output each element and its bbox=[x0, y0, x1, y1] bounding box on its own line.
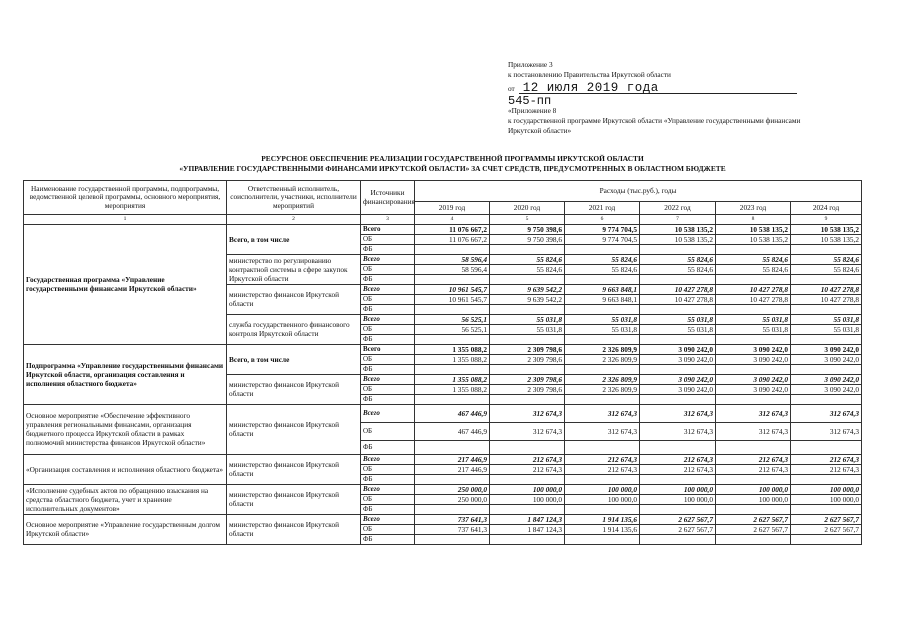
expense-value-cell: 10 427 278,8 bbox=[791, 284, 862, 294]
expense-value-cell: 212 674,3 bbox=[490, 454, 565, 464]
expense-value-cell: 217 446,9 bbox=[415, 464, 490, 474]
expense-value-cell: 55 824,6 bbox=[640, 254, 716, 264]
expense-value-cell: 55 031,8 bbox=[565, 324, 640, 334]
program-name-cell: Государственная программа «Управление государственными финансами Иркутской области» bbox=[24, 224, 227, 344]
expense-value-cell bbox=[565, 534, 640, 544]
expense-value-cell: 55 824,6 bbox=[791, 254, 862, 264]
expense-value-cell bbox=[415, 394, 490, 404]
expense-value-cell: 212 674,3 bbox=[490, 464, 565, 474]
expense-value-cell: 312 674,3 bbox=[716, 404, 791, 422]
table-row bbox=[24, 514, 862, 524]
executor-cell: министерство финансов Иркутской области bbox=[227, 404, 361, 454]
executor-cell: Всего, в том числе bbox=[227, 344, 361, 374]
expense-value-cell bbox=[716, 440, 791, 454]
funding-source-cell: ФБ bbox=[361, 244, 415, 254]
expense-value-cell: 312 674,3 bbox=[565, 404, 640, 422]
expense-value-cell: 3 090 242,0 bbox=[791, 344, 862, 354]
funding-source-cell: ФБ bbox=[361, 440, 415, 454]
expense-value-cell: 55 824,6 bbox=[565, 264, 640, 274]
expense-value-cell: 9 750 398,6 bbox=[490, 234, 565, 244]
expense-value-cell bbox=[490, 304, 565, 314]
document-header bbox=[508, 60, 800, 136]
funding-source-cell: ОБ bbox=[361, 324, 415, 334]
expense-value-cell: 9 663 848,1 bbox=[565, 284, 640, 294]
expense-value-cell: 10 961 545,7 bbox=[415, 284, 490, 294]
expense-value-cell: 55 824,6 bbox=[490, 254, 565, 264]
expense-value-cell bbox=[716, 504, 791, 514]
funding-source-cell: ФБ bbox=[361, 304, 415, 314]
expense-value-cell: 9 639 542,2 bbox=[490, 294, 565, 304]
expense-value-cell: 100 000,0 bbox=[640, 494, 716, 504]
expense-value-cell: 217 446,9 bbox=[415, 454, 490, 464]
expense-value-cell bbox=[791, 364, 862, 374]
expense-value-cell: 2 309 798,6 bbox=[490, 344, 565, 354]
expense-value-cell: 212 674,3 bbox=[640, 454, 716, 464]
column-number: 3 bbox=[361, 215, 415, 225]
expense-value-cell bbox=[716, 394, 791, 404]
header-year: 2019 год bbox=[415, 202, 490, 215]
expense-value-cell: 10 538 135,2 bbox=[791, 234, 862, 244]
expense-value-cell bbox=[565, 394, 640, 404]
expense-value-cell bbox=[716, 364, 791, 374]
expense-value-cell: 467 446,9 bbox=[415, 404, 490, 422]
header-year: 2020 год bbox=[490, 202, 565, 215]
expense-value-cell: 55 824,6 bbox=[716, 254, 791, 264]
executor-cell: служба государственного финансового контроля Иркутской области bbox=[227, 314, 361, 344]
expense-value-cell: 100 000,0 bbox=[791, 494, 862, 504]
funding-source-cell: Всего bbox=[361, 514, 415, 524]
column-number: 7 bbox=[640, 215, 716, 225]
expense-value-cell bbox=[565, 244, 640, 254]
expense-value-cell: 58 596,4 bbox=[415, 264, 490, 274]
expense-value-cell: 9 774 704,5 bbox=[565, 224, 640, 234]
expense-value-cell bbox=[716, 244, 791, 254]
expense-value-cell bbox=[565, 474, 640, 484]
program-name-cell: Основное мероприятие «Управление государственным долгом Иркутской области» bbox=[24, 514, 227, 544]
executor-cell: Всего, в том числе bbox=[227, 224, 361, 254]
expense-value-cell: 100 000,0 bbox=[565, 484, 640, 494]
expense-value-cell: 55 031,8 bbox=[791, 314, 862, 324]
expense-value-cell: 55 031,8 bbox=[490, 314, 565, 324]
expense-value-cell: 55 031,8 bbox=[716, 324, 791, 334]
funding-source-cell: Всего bbox=[361, 344, 415, 354]
table-row bbox=[24, 404, 862, 422]
funding-source-cell: ОБ bbox=[361, 294, 415, 304]
expense-value-cell: 9 774 704,5 bbox=[565, 234, 640, 244]
header-source: Источники финансирования bbox=[361, 181, 415, 215]
expense-value-cell: 312 674,3 bbox=[640, 422, 716, 440]
expense-value-cell: 10 538 135,2 bbox=[716, 224, 791, 234]
expense-value-cell bbox=[415, 274, 490, 284]
header-year: 2021 год bbox=[565, 202, 640, 215]
expense-value-cell bbox=[490, 504, 565, 514]
funding-source-cell: ФБ bbox=[361, 274, 415, 284]
funding-source-cell: ОБ bbox=[361, 234, 415, 244]
funding-source-cell: Всего bbox=[361, 254, 415, 264]
expense-value-cell: 250 000,0 bbox=[415, 494, 490, 504]
expense-value-cell: 58 596,4 bbox=[415, 254, 490, 264]
expense-value-cell bbox=[640, 364, 716, 374]
funding-source-cell: Всего bbox=[361, 454, 415, 464]
expense-value-cell: 9 663 848,1 bbox=[565, 294, 640, 304]
column-number: 2 bbox=[227, 215, 361, 225]
expense-value-cell bbox=[415, 440, 490, 454]
expense-value-cell: 2 627 567,7 bbox=[716, 514, 791, 524]
handwritten-number: 545-пп bbox=[508, 94, 552, 108]
expense-value-cell: 55 824,6 bbox=[716, 264, 791, 274]
expense-value-cell: 2 627 567,7 bbox=[791, 514, 862, 524]
expense-value-cell: 737 641,3 bbox=[415, 524, 490, 534]
program-name-cell: «Организация составления и исполнения областного бюджета» bbox=[24, 454, 227, 484]
expense-value-cell: 3 090 242,0 bbox=[791, 374, 862, 384]
column-number: 1 bbox=[24, 215, 227, 225]
expense-value-cell: 55 031,8 bbox=[640, 324, 716, 334]
expense-value-cell: 2 627 567,7 bbox=[716, 524, 791, 534]
expense-value-cell: 212 674,3 bbox=[716, 464, 791, 474]
expense-value-cell: 737 641,3 bbox=[415, 514, 490, 524]
executor-cell: министерство финансов Иркутской области bbox=[227, 284, 361, 314]
expense-value-cell bbox=[791, 474, 862, 484]
expense-value-cell: 2 326 809,9 bbox=[565, 384, 640, 394]
expense-value-cell: 3 090 242,0 bbox=[716, 374, 791, 384]
expense-value-cell bbox=[490, 334, 565, 344]
expense-value-cell: 11 076 667,2 bbox=[415, 224, 490, 234]
expense-value-cell: 10 427 278,8 bbox=[716, 284, 791, 294]
expense-value-cell: 1 355 088,2 bbox=[415, 384, 490, 394]
header-line-3: «Приложение 8 bbox=[508, 106, 557, 115]
date-prefix: от bbox=[508, 84, 515, 93]
expense-value-cell bbox=[415, 304, 490, 314]
expense-value-cell: 9 750 398,6 bbox=[490, 224, 565, 234]
expense-value-cell: 2 627 567,7 bbox=[791, 524, 862, 534]
expense-value-cell: 10 538 135,2 bbox=[640, 234, 716, 244]
expense-value-cell: 3 090 242,0 bbox=[716, 384, 791, 394]
expense-value-cell bbox=[640, 304, 716, 314]
expense-value-cell: 55 031,8 bbox=[490, 324, 565, 334]
column-number: 8 bbox=[716, 215, 791, 225]
expense-value-cell bbox=[565, 304, 640, 314]
table-row bbox=[24, 344, 862, 354]
funding-source-cell: ОБ bbox=[361, 354, 415, 364]
expense-value-cell: 9 639 542,2 bbox=[490, 284, 565, 294]
expense-value-cell bbox=[791, 504, 862, 514]
expense-value-cell bbox=[640, 440, 716, 454]
header-expenses: Расходы (тыс.руб.), годы bbox=[415, 181, 862, 202]
expense-value-cell: 3 090 242,0 bbox=[640, 374, 716, 384]
expense-value-cell bbox=[716, 274, 791, 284]
expense-value-cell bbox=[716, 334, 791, 344]
expense-value-cell bbox=[490, 364, 565, 374]
expense-value-cell bbox=[565, 364, 640, 374]
expense-value-cell: 2 627 567,7 bbox=[640, 524, 716, 534]
expense-value-cell: 10 427 278,8 bbox=[716, 294, 791, 304]
expense-value-cell: 100 000,0 bbox=[640, 484, 716, 494]
expense-value-cell: 100 000,0 bbox=[490, 494, 565, 504]
expense-value-cell: 212 674,3 bbox=[791, 464, 862, 474]
expense-value-cell bbox=[640, 504, 716, 514]
expense-value-cell: 2 309 798,6 bbox=[490, 354, 565, 364]
funding-source-cell: Всего bbox=[361, 374, 415, 384]
expense-value-cell: 467 446,9 bbox=[415, 422, 490, 440]
expense-value-cell bbox=[791, 274, 862, 284]
expense-value-cell bbox=[415, 244, 490, 254]
expense-value-cell: 55 824,6 bbox=[565, 254, 640, 264]
expense-value-cell: 3 090 242,0 bbox=[716, 344, 791, 354]
expense-value-cell bbox=[791, 394, 862, 404]
header-year: 2023 год bbox=[716, 202, 791, 215]
expense-value-cell: 1 847 124,3 bbox=[490, 514, 565, 524]
header-line-1: Приложение 3 bbox=[508, 60, 553, 69]
expense-value-cell: 10 427 278,8 bbox=[791, 294, 862, 304]
expense-value-cell: 212 674,3 bbox=[565, 464, 640, 474]
expense-value-cell bbox=[565, 334, 640, 344]
expense-value-cell: 100 000,0 bbox=[490, 484, 565, 494]
funding-source-cell: Всего bbox=[361, 484, 415, 494]
column-number: 5 bbox=[490, 215, 565, 225]
expense-value-cell: 3 090 242,0 bbox=[640, 354, 716, 364]
expense-value-cell bbox=[415, 474, 490, 484]
expense-value-cell bbox=[415, 534, 490, 544]
expense-value-cell bbox=[490, 474, 565, 484]
funding-source-cell: ОБ bbox=[361, 264, 415, 274]
expense-value-cell: 11 076 667,2 bbox=[415, 234, 490, 244]
document-title bbox=[40, 154, 865, 173]
expense-value-cell bbox=[791, 244, 862, 254]
expense-value-cell: 100 000,0 bbox=[716, 484, 791, 494]
expense-value-cell bbox=[565, 274, 640, 284]
table-row bbox=[24, 484, 862, 494]
expense-value-cell bbox=[415, 334, 490, 344]
resource-table bbox=[23, 180, 862, 545]
expense-value-cell bbox=[415, 364, 490, 374]
expense-value-cell: 55 031,8 bbox=[791, 324, 862, 334]
expense-value-cell: 312 674,3 bbox=[640, 404, 716, 422]
funding-source-cell: ФБ bbox=[361, 364, 415, 374]
expense-value-cell: 212 674,3 bbox=[791, 454, 862, 464]
table-row bbox=[24, 224, 862, 234]
expense-value-cell bbox=[490, 440, 565, 454]
expense-value-cell: 212 674,3 bbox=[565, 454, 640, 464]
expense-value-cell: 55 031,8 bbox=[565, 314, 640, 324]
expense-value-cell bbox=[640, 274, 716, 284]
expense-value-cell bbox=[490, 274, 565, 284]
expense-value-cell: 55 824,6 bbox=[490, 264, 565, 274]
expense-value-cell: 10 427 278,8 bbox=[640, 284, 716, 294]
expense-value-cell: 3 090 242,0 bbox=[791, 384, 862, 394]
expense-value-cell: 10 427 278,8 bbox=[640, 294, 716, 304]
expense-value-cell: 10 961 545,7 bbox=[415, 294, 490, 304]
expense-value-cell bbox=[716, 474, 791, 484]
header-line-2: к постановлению Правительства Иркутской области bbox=[508, 70, 671, 79]
expense-value-cell: 2 326 809,9 bbox=[565, 354, 640, 364]
expense-value-cell: 56 525,1 bbox=[415, 324, 490, 334]
expense-value-cell: 1 914 135,6 bbox=[565, 524, 640, 534]
expense-value-cell: 56 525,1 bbox=[415, 314, 490, 324]
funding-source-cell: ФБ bbox=[361, 504, 415, 514]
program-name-cell: Основное мероприятие «Обеспечение эффективного управления региональными финансами, организация бюджетного процесса Иркутской области в рамках полномочий министерства финансов Иркутской области» bbox=[24, 404, 227, 454]
expense-value-cell bbox=[415, 504, 490, 514]
funding-source-cell: Всего bbox=[361, 224, 415, 234]
expense-value-cell bbox=[791, 440, 862, 454]
program-name-cell: «Исполнение судебных актов по обращению взыскания на средства областного бюджета, учет и хранение исполнительных документов» bbox=[24, 484, 227, 514]
expense-value-cell bbox=[716, 304, 791, 314]
title-line-1: РЕСУРСНОЕ ОБЕСПЕЧЕНИЕ РЕАЛИЗАЦИИ ГОСУДАРСТВЕННОЙ ПРОГРАММЫ ИРКУТСКОЙ ОБЛАСТИ bbox=[261, 154, 644, 163]
expense-value-cell: 1 355 088,2 bbox=[415, 354, 490, 364]
expense-value-cell: 212 674,3 bbox=[716, 454, 791, 464]
expense-value-cell: 312 674,3 bbox=[565, 422, 640, 440]
column-number: 4 bbox=[415, 215, 490, 225]
funding-source-cell: Всего bbox=[361, 404, 415, 422]
funding-source-cell: ОБ bbox=[361, 422, 415, 440]
expense-value-cell bbox=[791, 534, 862, 544]
expense-value-cell: 10 538 135,2 bbox=[640, 224, 716, 234]
handwritten-date: 12 июля 2019 года bbox=[519, 83, 797, 94]
expense-value-cell bbox=[640, 334, 716, 344]
expense-value-cell: 2 309 798,6 bbox=[490, 374, 565, 384]
title-line-2: «УПРАВЛЕНИЕ ГОСУДАРСТВЕННЫМИ ФИНАНСАМИ ИРКУТСКОЙ ОБЛАСТИ» ЗА СЧЕТ СРЕДСТВ, ПРЕДУСМОТРЕННЫХ В ОБЛАСТНОМ БЮДЖЕТЕ bbox=[179, 163, 726, 173]
header-year: 2022 год bbox=[640, 202, 716, 215]
expense-value-cell: 100 000,0 bbox=[791, 484, 862, 494]
funding-source-cell: ФБ bbox=[361, 474, 415, 484]
executor-cell: министерство финансов Иркутской области bbox=[227, 454, 361, 484]
expense-value-cell: 212 674,3 bbox=[640, 464, 716, 474]
expense-value-cell: 2 309 798,6 bbox=[490, 384, 565, 394]
expense-value-cell: 312 674,3 bbox=[490, 422, 565, 440]
expense-value-cell bbox=[490, 394, 565, 404]
expense-value-cell: 55 031,8 bbox=[716, 314, 791, 324]
table-row bbox=[24, 454, 862, 464]
expense-value-cell bbox=[640, 474, 716, 484]
expense-value-cell: 1 355 088,2 bbox=[415, 344, 490, 354]
expense-value-cell bbox=[565, 440, 640, 454]
expense-value-cell bbox=[640, 534, 716, 544]
expense-value-cell bbox=[640, 394, 716, 404]
funding-source-cell: ОБ bbox=[361, 494, 415, 504]
funding-source-cell: ФБ bbox=[361, 394, 415, 404]
header-line-4: к государственной программе Иркутской области «Управление государственными финансами bbox=[508, 116, 801, 125]
expense-value-cell: 2 326 809,9 bbox=[565, 344, 640, 354]
expense-value-cell: 100 000,0 bbox=[565, 494, 640, 504]
funding-source-cell: ОБ bbox=[361, 384, 415, 394]
expense-value-cell: 10 538 135,2 bbox=[791, 224, 862, 234]
expense-value-cell bbox=[565, 504, 640, 514]
expense-value-cell: 312 674,3 bbox=[716, 422, 791, 440]
expense-value-cell: 55 031,8 bbox=[640, 314, 716, 324]
expense-value-cell: 3 090 242,0 bbox=[791, 354, 862, 364]
header-executor: Ответственный исполнитель, соисполнители, участники, исполнители мероприятий bbox=[227, 181, 361, 215]
expense-value-cell: 312 674,3 bbox=[490, 404, 565, 422]
executor-cell: министерство финансов Иркутской области bbox=[227, 374, 361, 404]
expense-value-cell bbox=[490, 534, 565, 544]
executor-cell: министерство финансов Иркутской области bbox=[227, 484, 361, 514]
expense-value-cell: 10 538 135,2 bbox=[716, 234, 791, 244]
expense-value-cell: 55 824,6 bbox=[640, 264, 716, 274]
expense-value-cell: 100 000,0 bbox=[716, 494, 791, 504]
column-number: 6 bbox=[565, 215, 640, 225]
expense-value-cell: 312 674,3 bbox=[791, 404, 862, 422]
expense-value-cell bbox=[490, 244, 565, 254]
expense-value-cell: 1 847 124,3 bbox=[490, 524, 565, 534]
expense-value-cell: 3 090 242,0 bbox=[640, 344, 716, 354]
expense-value-cell: 312 674,3 bbox=[791, 422, 862, 440]
expense-value-cell bbox=[791, 304, 862, 314]
expense-value-cell: 2 627 567,7 bbox=[640, 514, 716, 524]
header-name: Наименование государственной программы, подпрограммы, ведомственной целевой программы, основного мероприятия, мероприятия bbox=[24, 181, 227, 215]
expense-value-cell: 250 000,0 bbox=[415, 484, 490, 494]
funding-source-cell: ФБ bbox=[361, 534, 415, 544]
executor-cell: министерство финансов Иркутской области bbox=[227, 514, 361, 544]
expense-value-cell: 3 090 242,0 bbox=[640, 384, 716, 394]
expense-value-cell bbox=[791, 334, 862, 344]
program-name-cell: Подпрограмма «Управление государственными финансами Иркутской области, организация составления и исполнения областного бюджета» bbox=[24, 344, 227, 404]
header-date-line bbox=[508, 80, 800, 94]
header-line-5: Иркутской области» bbox=[508, 126, 572, 135]
expense-value-cell: 55 824,6 bbox=[791, 264, 862, 274]
header-year: 2024 год bbox=[791, 202, 862, 215]
funding-source-cell: ОБ bbox=[361, 524, 415, 534]
expense-value-cell: 1 914 135,6 bbox=[565, 514, 640, 524]
executor-cell: министерство по регулированию контрактной системы в сфере закупок Иркутской области bbox=[227, 254, 361, 284]
expense-value-cell: 2 326 809,9 bbox=[565, 374, 640, 384]
funding-source-cell: ОБ bbox=[361, 464, 415, 474]
expense-value-cell bbox=[640, 244, 716, 254]
funding-source-cell: Всего bbox=[361, 284, 415, 294]
funding-source-cell: Всего bbox=[361, 314, 415, 324]
table-body bbox=[24, 224, 862, 544]
expense-value-cell bbox=[716, 534, 791, 544]
expense-value-cell: 1 355 088,2 bbox=[415, 374, 490, 384]
expense-value-cell: 3 090 242,0 bbox=[716, 354, 791, 364]
funding-source-cell: ФБ bbox=[361, 334, 415, 344]
column-number: 9 bbox=[791, 215, 862, 225]
